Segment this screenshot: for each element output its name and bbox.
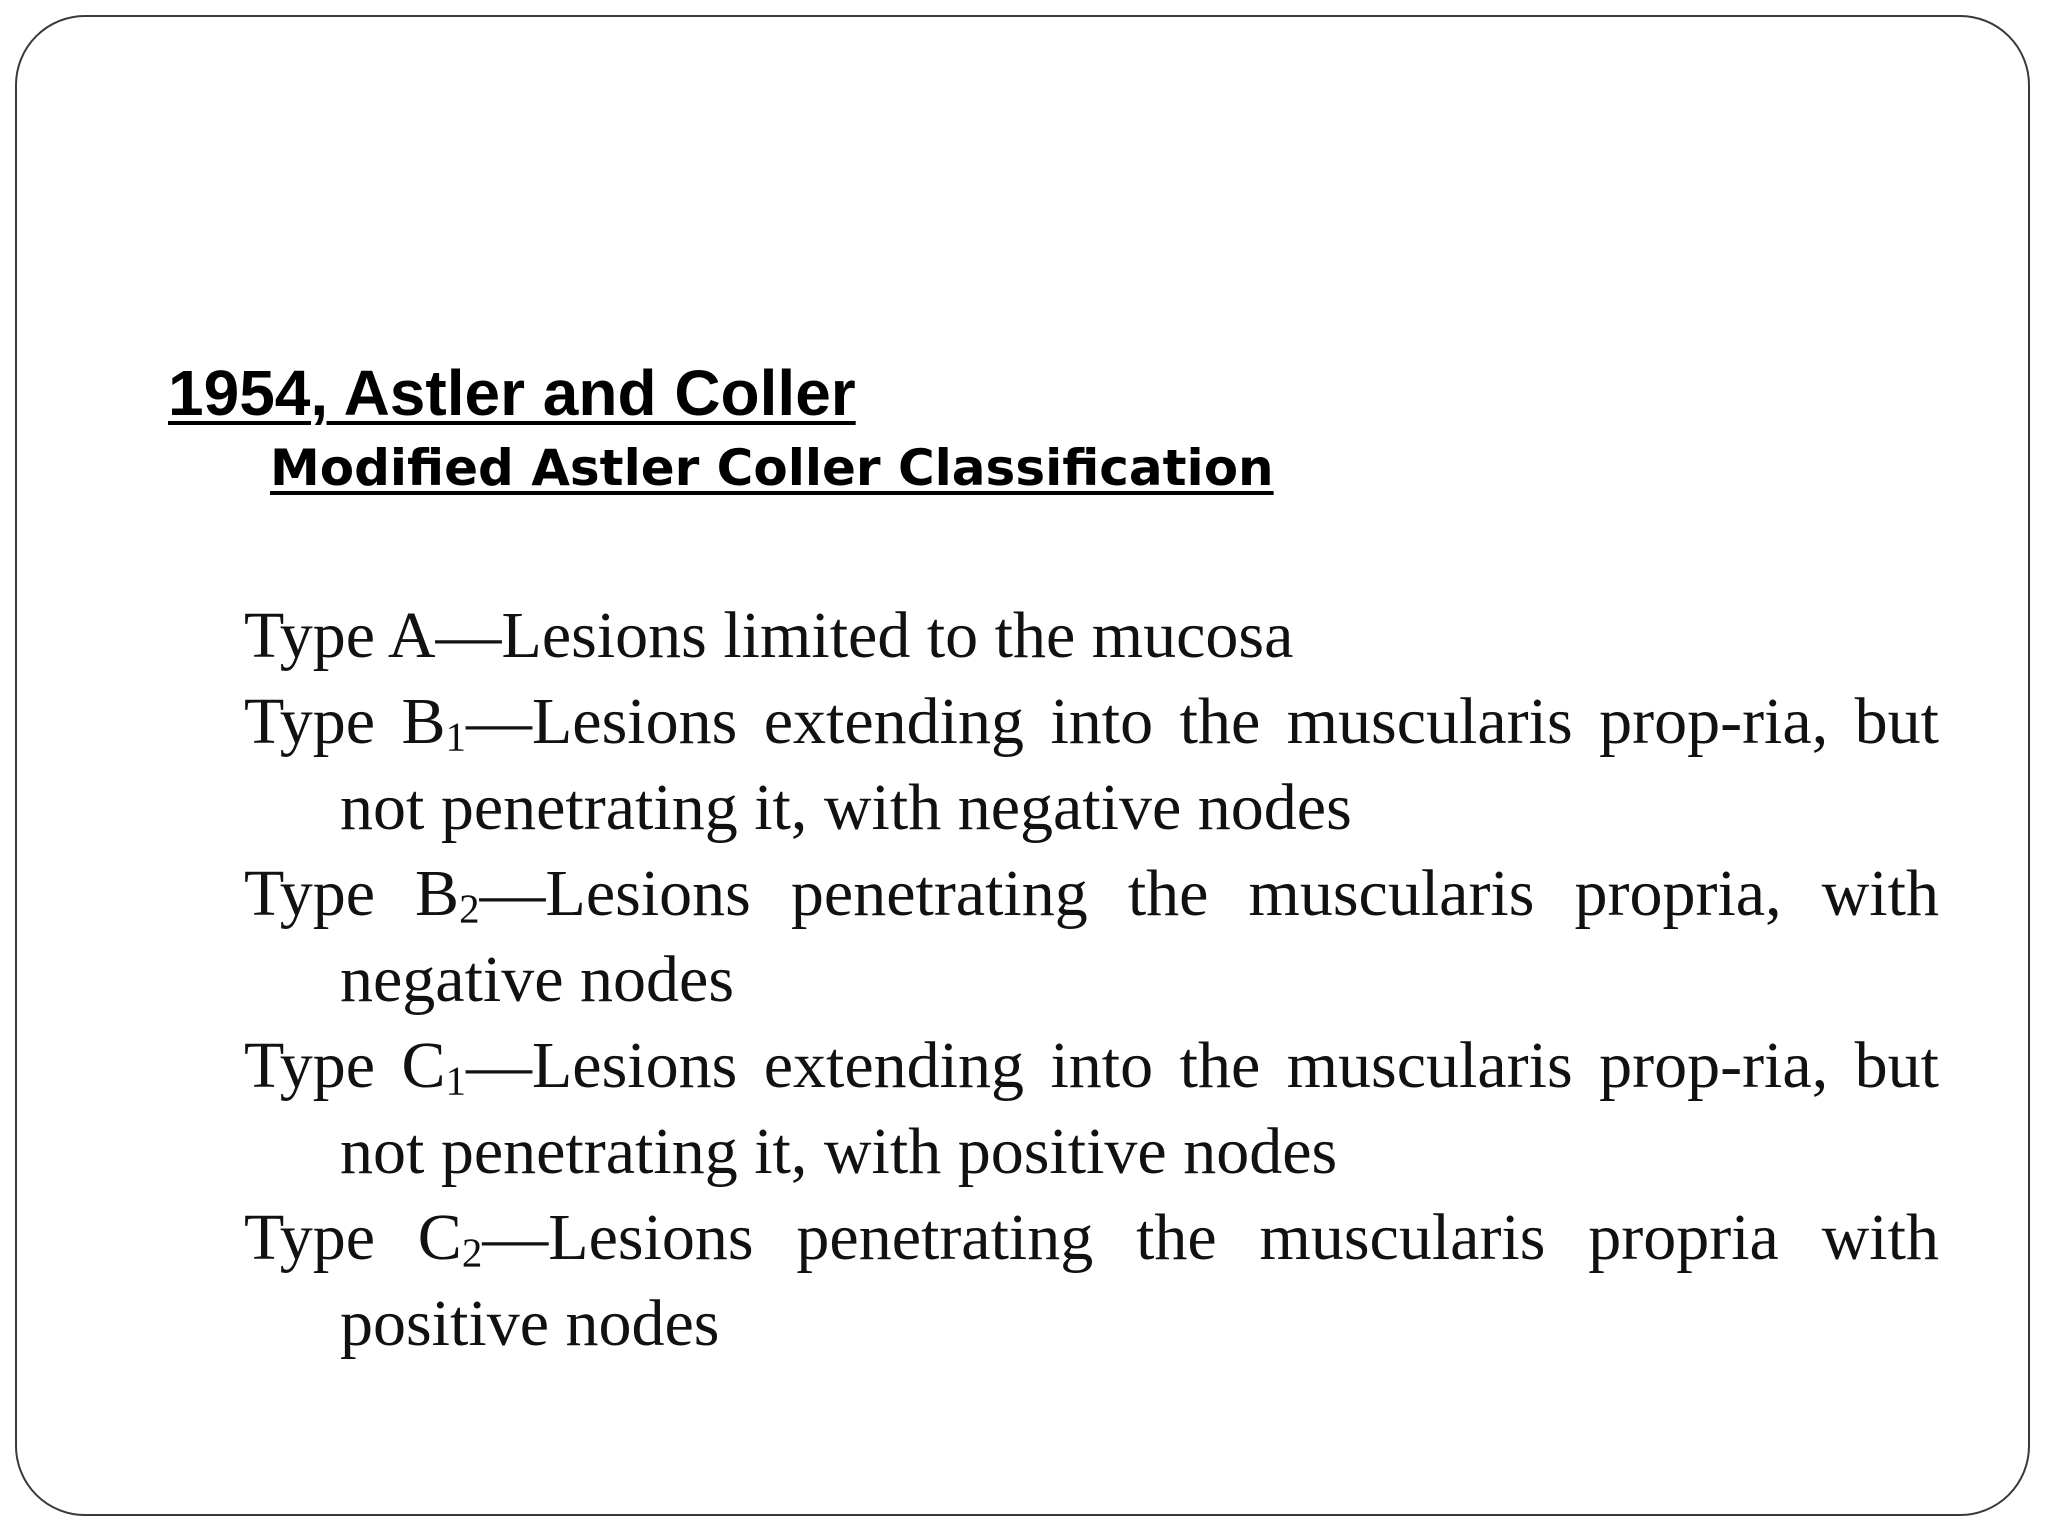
type-description: Lesions penetrating the muscularis propria with positive nodes xyxy=(340,1201,1939,1360)
type-description: Lesions extending into the muscularis prop-ria, but not penetrating it, with negative nodes xyxy=(340,685,1939,844)
slide-subtitle: Modified Astler Coller Classification xyxy=(270,439,1274,497)
type-separator: — xyxy=(465,685,532,758)
type-subscript: 2 xyxy=(459,886,480,932)
type-separator: — xyxy=(479,857,546,930)
type-separator: — xyxy=(482,1201,549,1274)
type-description: Lesions extending into the muscularis prop-ria, but not penetrating it, with positive nodes xyxy=(340,1029,1939,1188)
type-description: Lesions limited to the mucosa xyxy=(501,599,1294,672)
type-name: Type A xyxy=(244,599,436,672)
slide-frame xyxy=(15,15,2030,1516)
type-c2-item xyxy=(244,1195,1939,1367)
type-subscript: 1 xyxy=(445,714,466,760)
type-name: Type B xyxy=(244,857,460,930)
slide-title: 1954, Astler and Coller xyxy=(168,357,856,429)
classification-list xyxy=(244,593,1939,1367)
type-separator: — xyxy=(465,1029,532,1102)
type-description: Lesions penetrating the muscularis propria, with negative nodes xyxy=(340,857,1939,1016)
type-b2-item xyxy=(244,851,1939,1023)
type-name: Type C xyxy=(244,1029,446,1102)
type-name: Type C xyxy=(244,1201,462,1274)
type-b1-item xyxy=(244,679,1939,851)
type-a-item xyxy=(244,593,1939,679)
type-subscript: 2 xyxy=(461,1230,483,1276)
type-separator: — xyxy=(435,599,502,672)
type-name: Type B xyxy=(244,685,446,758)
type-subscript: 1 xyxy=(445,1058,466,1104)
type-c1-item xyxy=(244,1023,1939,1195)
